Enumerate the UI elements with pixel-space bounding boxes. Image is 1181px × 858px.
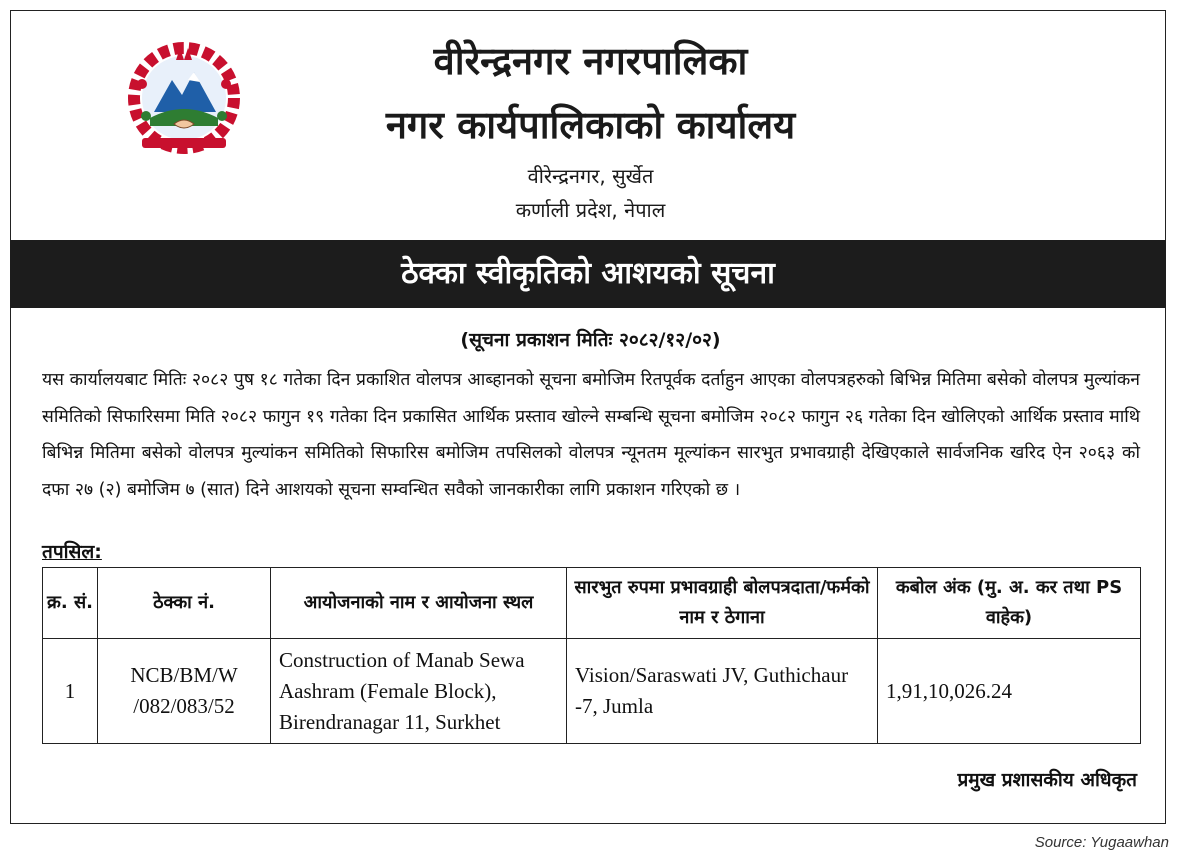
header-serial: क्र. सं. — [43, 568, 98, 639]
header-bidder: सारभुत रुपमा प्रभावग्राही बोलपत्रदाता/फर्मको नाम र ठेगाना — [567, 568, 878, 639]
cell-project: Construction of Manab Sewa Aashram (Female Block), Birendranagar 11, Surkhet — [271, 639, 567, 744]
notice-title: ठेक्का स्वीकृतिको आशयको सूचना — [401, 256, 775, 291]
table-row — [43, 639, 1141, 744]
address-line-1: वीरेन्द्रनगर, सुर्खेत — [527, 164, 654, 188]
notice-body: यस कार्यालयबाट मितिः २०८२ पुष १८ गतेका दिन प्रकाशित वोलपत्र आब्हानको सूचना बमोजिम रितपूर्वक दर्ताहुन आएका वोलपत्रहरुको बिभिन्न मितिमा बसेको वोलपत्र मुल्यांकन समितिको सिफारिसमा मिति २०८२ फागुन १९ गतेका दिन प्रकासित आर्थिक प्रस्ताव खोल्ने सम्बन्धि सूचना बमोजिम २०८२ फागुन २६ गतेका दिन खोलिएको आर्थिक प्रस्ताव माथि बिभिन्न मितिमा बसेको वोलपत्र मुल्यांकन समितिको सिफारिस बमोजिम तपसिलको वोलपत्र न्यूनतम मूल्यांकन सारभुत प्रभावग्राही देखिएकाले सार्वजनिक खरिद ऐन २०६३ को दफा २७ (२) बमोजिम ७ (सात) दिने आशयको सूचना सम्वन्धित सवैको जानकारीका लागि प्रकाशन गरिएको छ । — [42, 370, 1140, 500]
signature: प्रमुख प्रशासकीय अधिकृत — [957, 769, 1137, 791]
table-header-row — [43, 568, 1141, 639]
header-contract-no: ठेक्का नं. — [98, 568, 271, 639]
header-amount: कबोल अंक (मु. अ. कर तथा PS वाहेक) — [878, 568, 1141, 639]
cell-serial: 1 — [43, 639, 98, 744]
publication-date: (सूचना प्रकाशन मितिः २०८२/१२/०२) — [460, 329, 721, 351]
contract-table — [42, 567, 1141, 744]
municipality-name: वीरेन्द्रनगर नगरपालिका — [433, 39, 748, 83]
cell-contract-no: NCB/BM/W /082/083/52 — [98, 639, 271, 744]
cell-bidder: Vision/Saraswati JV, Guthichaur -7, Jumla — [567, 639, 878, 744]
cell-amount: 1,91,10,026.24 — [878, 639, 1141, 744]
header-project: आयोजनाको नाम र आयोजना स्थल — [271, 568, 567, 639]
source-credit: Source: Yugaawhan — [1034, 834, 1169, 851]
details-label: तपसिल: — [42, 541, 102, 563]
address-line-2: कर्णाली प्रदेश, नेपाल — [515, 198, 666, 222]
notice-title-banner — [10, 240, 1166, 308]
office-name: नगर कार्यपालिकाको कार्यालय — [385, 103, 796, 147]
